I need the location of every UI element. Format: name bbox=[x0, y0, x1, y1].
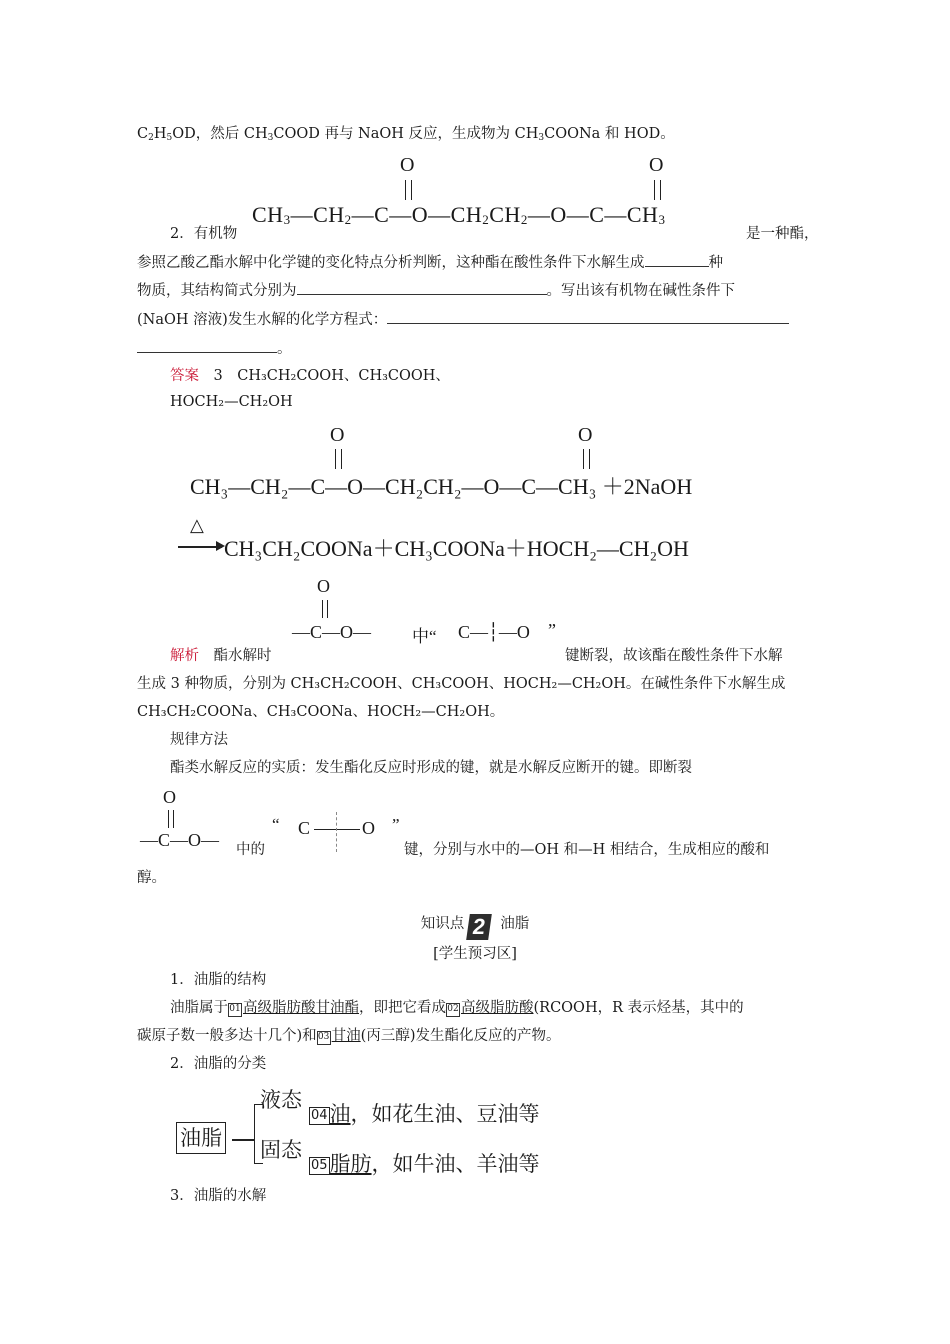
s3-title: 3．油脂的水解 bbox=[170, 1188, 267, 1204]
fill-number-03: 03 bbox=[317, 1031, 331, 1045]
answer-blank-3[interactable] bbox=[387, 309, 789, 324]
rule-break-mark bbox=[336, 812, 337, 852]
double-bond-1 bbox=[405, 180, 412, 200]
eq-carbonyl-o-1: O bbox=[330, 424, 345, 446]
analysis-line-3: CH₃CH₂COONa、CH₃COONa、HOCH₂—CH₂OH。 bbox=[137, 704, 505, 720]
rule-ester-fragment: —C—O— bbox=[140, 830, 220, 850]
classification-fat: 05脂肪，如牛油、羊油等 bbox=[311, 1152, 540, 1176]
q2-line-4: (NaOH 溶液)发生水解的化学方程式： bbox=[137, 309, 789, 330]
s2-title: 2．油脂的分类 bbox=[170, 1056, 267, 1072]
classification-connector bbox=[232, 1139, 254, 1141]
s1-line-1: 油脂属于01 高级脂肪酸甘油酯，即把它看成02 高级脂肪酸(RCOOH，R 表示烃基，其中的 bbox=[170, 1000, 744, 1016]
rule-line-1: 酯类水解反应的实质：发生酯化反应时形成的键，就是水解反应断开的键。即断裂 bbox=[170, 760, 692, 776]
analysis-double-bond bbox=[322, 600, 328, 618]
fill-number-02: 02 bbox=[446, 1003, 460, 1017]
analysis-label: 解析 bbox=[170, 648, 199, 664]
analysis-zh: 中“ bbox=[412, 627, 437, 646]
rule-quote-open: “ bbox=[272, 815, 280, 834]
eq-double-bond-2 bbox=[583, 449, 590, 469]
analysis-carbonyl-o: O bbox=[317, 576, 330, 596]
delta-symbol: △ bbox=[190, 515, 204, 535]
analysis-line-1b: 键断裂，故该酯在酸性条件下水解 bbox=[565, 648, 783, 664]
analysis-ester-fragment: —C—O— bbox=[292, 622, 372, 642]
rule-double-bond bbox=[168, 810, 174, 828]
rule-carbonyl-o: O bbox=[163, 787, 176, 807]
q2-suffix: 是一种酯， bbox=[746, 226, 819, 242]
fill-number-05: 05 bbox=[311, 1158, 328, 1173]
q2-line-5: 。 bbox=[137, 338, 292, 359]
rule-o: O bbox=[362, 818, 375, 838]
analysis-line-1: 解析 酯水解时 bbox=[170, 648, 272, 664]
section-number-badge: 2 bbox=[466, 914, 492, 940]
eq-double-bond-1 bbox=[335, 449, 342, 469]
q2-formula-main: $CH_3—CH_2—C—O—CH_2CH_2—O—C—CH_3$ bbox=[252, 202, 666, 227]
answer-blank-1[interactable] bbox=[645, 252, 709, 267]
answer-label: 答案 bbox=[170, 368, 199, 384]
classification-oil: 04油，如花生油、豆油等 bbox=[311, 1102, 540, 1126]
double-bond-2 bbox=[654, 180, 661, 200]
classification-solid: 固态 bbox=[260, 1138, 302, 1162]
rule-quote-close: ” bbox=[392, 815, 400, 834]
answer-line-1: 答案 3 CH₃CH₂COOH、CH₃COOH、 bbox=[170, 368, 450, 384]
q2-line-3: 物质，其结构简式分别为 。写出该有机物在碱性条件下 bbox=[137, 280, 735, 301]
rule-line-2: 键，分别与水中的—OH 和—H 相结合，生成相应的酸和 bbox=[404, 842, 770, 858]
section-heading: 知识点 2 油脂 bbox=[420, 914, 530, 939]
analysis-bond: C—┆—O bbox=[458, 622, 530, 642]
rule-bond-line bbox=[314, 829, 360, 830]
analysis-line-2: 生成 3 种物质，分别为 CH₃CH₂COOH、CH₃COOH、HOCH₂—CH₂OH。在碱性条件下水解生成 bbox=[137, 676, 786, 692]
rule-line-3: 醇。 bbox=[137, 870, 166, 886]
eq-carbonyl-o-2: O bbox=[578, 424, 593, 446]
answer-blank-2[interactable] bbox=[297, 280, 547, 295]
carbonyl-o-1: O bbox=[400, 154, 415, 176]
fill-number-01: 01 bbox=[228, 1003, 242, 1017]
classification-liquid: 液态 bbox=[260, 1088, 302, 1112]
rule-title: 规律方法 bbox=[170, 732, 228, 748]
s1-line-2: 碳原子数一般多达十几个)和03 甘油(丙三醇)发生酯化反应的产物。 bbox=[137, 1028, 561, 1044]
eq-line-1: CH₃—CH₂—C—O—CH₂CH₂—O—C—CH₃ ＋2NaOH bbox=[190, 474, 693, 499]
analysis-close-quote: ” bbox=[548, 620, 556, 640]
rule-c: C bbox=[298, 818, 311, 838]
s1-title: 1．油脂的结构 bbox=[170, 972, 267, 988]
q2-line-2: 参照乙酸乙酯水解中化学键的变化特点分析判断，这种酯在酸性条件下水解生成 种 bbox=[137, 252, 723, 273]
text-line-1: $C_2H_5OD$，然后 $CH_3COOD$ 再与 NaOH 反应，生成物为 $CH_3COONa$ 和 HOD。 bbox=[137, 126, 675, 143]
eq-line-2: CH₃CH₂COONa＋CH₃COONa＋HOCH₂—CH₂OH bbox=[224, 536, 689, 561]
answer-line-2: HOCH₂—CH₂OH bbox=[170, 394, 293, 410]
fill-number-04: 04 bbox=[311, 1108, 328, 1123]
section-subheading: [学生预习区] bbox=[433, 946, 517, 962]
classification-root: 油脂 bbox=[176, 1122, 226, 1154]
q2-prefix: 2．有机物 bbox=[170, 226, 238, 242]
carbonyl-o-2: O bbox=[649, 154, 664, 176]
rule-zh: 中的 bbox=[236, 842, 265, 858]
answer-blank-4[interactable] bbox=[137, 338, 277, 353]
